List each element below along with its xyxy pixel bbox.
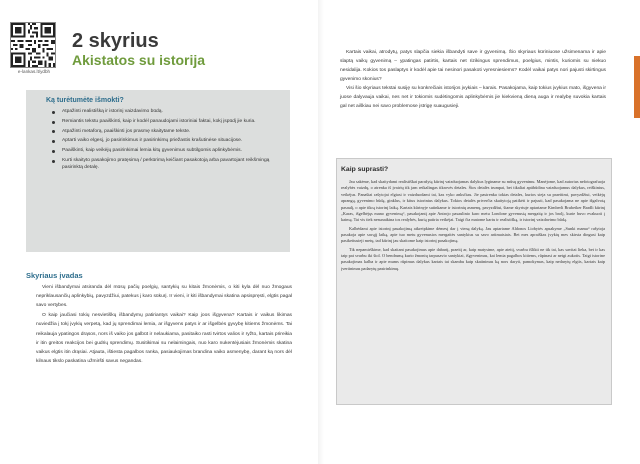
qr-caption[interactable]: e-lankas.lt/ydbh: [17, 69, 51, 74]
learning-goals-list: [52, 109, 276, 174]
goal-item: Atpažinti realistišką ir istorinį vaizdavimo būdą.: [52, 109, 276, 116]
chapter-title: Akistatos su istorija: [72, 52, 206, 68]
bullet-icon: [52, 160, 55, 163]
left-body-text: [36, 283, 292, 367]
qr-code-icon[interactable]: [10, 22, 56, 68]
paragraph: Vieni išbandymai atsiranda dėl mūsų pačių poelgių, santykių su kitais žmonėmis, o kiti kyla dėl nuo žmogaus nepriklausančių aplinkybių, pavyzdžiui, patekus į karo sūkurį. Ir vieni, ir kiti išbandymai skatina apsispręsti, elgtis pagal savo vertybes.: [36, 285, 292, 309]
bullet-icon: [52, 140, 55, 143]
paragraph: Kartais vaikai, atrodytų, patys slapčia siekia išbandyti save ir gyvenimą. Šio skyriaus kūriniuose užsimenama ir apie slaptą vaikų gyvenimą – ypatingas patirtis, kartais net rizikingus sprendimus, poelgius, mintis, kuriomis su niekuo nesidalija. Kokios tos paslaptys ir kodėl apie tai nesinori pasakoti vyresniesiems? Kodėl vaikai patys nori pajusti skirtingus gyvenimo skonius?: [340, 50, 606, 82]
paragraph: Visi šio skyriaus tekstai susiję su konkrečiais istorijos įvykiais – karais. Pasakojama, kaip tokius įvykius mato, išgyvena ir juose dalyvauja vaikai, nes net ir tokiomis sudėtingomis aplinkybėmis jie kiekvieną dieną auga ir realybę suvokia kartais gal net aiškiau nei savo problemose įstrigę suaugusieji.: [340, 86, 606, 109]
section-title: Skyriaus įvadas: [26, 271, 83, 280]
paragraph: Tik nepamirškime, kad skaitant pasakojimus apie dabartį, praeitį ar, kaip matysime, apie ateitį, svarbu išlikti ne tik tai, kas savitai lieka, bet ir kas taip pat svarbu iki šiol. O bendrumą kurio žmonių tarpusavio santykiai, išgyvenimas, kai lemia pagalbos kitiems, rūpinasi ar netgi aukotis. Taigi istorine pasakojimas kalba ir apie mums rūpimus dalykus kartais tai skambu kaip skatinimas ką nors daryti, pamokymas, kaip nedarytų elgtis, kartais kaip įvertinimas padarytų pasirinkimų.: [341, 246, 605, 271]
right-intro-text: [340, 48, 606, 111]
goal-item: Atpažinti metaforą, paaiškinti jos prasmę skaitytame tekste.: [52, 129, 276, 136]
goal-item: Paaiškinti, kaip veikėjų pasirinkimai lemia kitų gyvenimus subtilgomis aplinkybėmis.: [52, 148, 276, 155]
sidebar-text: [341, 179, 605, 274]
page-spine: [318, 0, 324, 464]
bullet-icon: [52, 150, 55, 153]
chapter-edge-tab: [634, 56, 640, 118]
paragraph: Jau sakėme, kad skaitydami realistiškai parašytą kūrinį vaizduojamas dalykus lyginame su mūsų gyvenimu. Manėjome, kad autorius nefotografuoja realybės vaizdų, o atrenka iš įvairių tik jam reikalingas tikrovės detales. Šios detalės trumpai, bet tikaliai aptibūdina vaizduojamus dalykus, reiškinius, veikėjus. Panašiai rašytojai elgiasi ir vaizduodami tai, kas vyko anksčiau. Jie pasirenka tokias detales, kurios sieja su praeitimi, pavyzdžiui, veikėjų aprangą, gyvenimo būdą, ginklus, ir kitus istorinius dalykus. Tokios detalės priverčia skaitytoją patikėti ir pajusti, kad pasakojama ne apie išgalvotą pasaulį, o apie tikrą istorinį laiką. Kartais kūrinyje sutinkame ir istorinių asmenų, pavyzdžiui, šiame skyriuje aptariame Kimberli Brubeiker Bradli kūrinį „Karas, išgelbėjęs mano gyvenimą“, pasakojantį apie Antrojo pasaulinio karo metu Londone gyvenusią mergaitę ir jos brolį, kurie buvo evakuoti į kaimą. Tai vis tiek nesunaikina tos realybės, kurią patiria veikėjai. Taigi čia matome kartu ir realistišką, ir istorinį vaizdavimo būdą.: [341, 179, 605, 223]
sidebar-title: Kaip suprasti?: [341, 166, 389, 173]
bullet-icon: [52, 111, 55, 114]
goal-item: Kurti skaityto pasakojimo pratęsimą / perkūrimą keičiant pasakotoją arba pavartojant reikšmingą pasirinktą detalę.: [52, 158, 276, 171]
paragraph: Kalbėdami apie istorinį pasakojimą atkreipkime dėmesį dar į vieną dalyką. Jau aptartame Aldonos Liobytės apsakyme „Sunki mama“ rašytoja pasakoja apie savąjį laiką, apie tuo metu gyvenusios mergaitės santykius su savo artimaisiais. Bet mes apraiškas įvykių mes skirsta dingusi kaip pasikeitusieji metų, tad kūrinį jau skaitome kaip istorinį pasakojimą.: [341, 225, 605, 244]
learning-goals-title: Ką turėtumėte išmokti?: [46, 97, 124, 104]
bullet-icon: [52, 130, 55, 133]
paragraph: O kaip jaučiasi tokių nesvietiškų išbandymų patiriantys vaikai? Kaip joos išgyvena? Kartais ir vaikus likimas nuviedžia į tokį įvykių verpetą, kad jų sprendimai lemia, ar išgyvens patys ir ar išgelbės gyvybę kitiems žmonėms. Tai reikalauja ypatingos drąsos, nors iš vaiko jos galbūt ir nelaukiama, pasitaiko rasti tvirtos valios ir ryžto, kartais prireikia ir itin greitos reakcijos bei gudrių sprendimų. Susitikimai su nelaimingais, nuo karo nukentėjusiais žmonėmis skatina vaikus elgtis itin drąsiai. Atjauta, ištiesta pagalbos ranka, pasiaukojimas brandina vaiko asmenybę, darant ką nors dėl kilnaus tikslo paskatina užmiršti savus negandas.: [36, 313, 292, 365]
chapter-number: 2 skyrius: [72, 30, 159, 52]
goal-item: Aptarti vaiko elgesį, jo pasirinkimus ir pasirinkimų priežastis krašutinėse situacijose.: [52, 138, 276, 145]
bullet-icon: [52, 121, 55, 124]
goal-item: Remiantis tekstu paaiškinti, kaip ir kodėl panaudojami istoriniai faktai, kokį įspūdį jie kuria.: [52, 119, 276, 126]
